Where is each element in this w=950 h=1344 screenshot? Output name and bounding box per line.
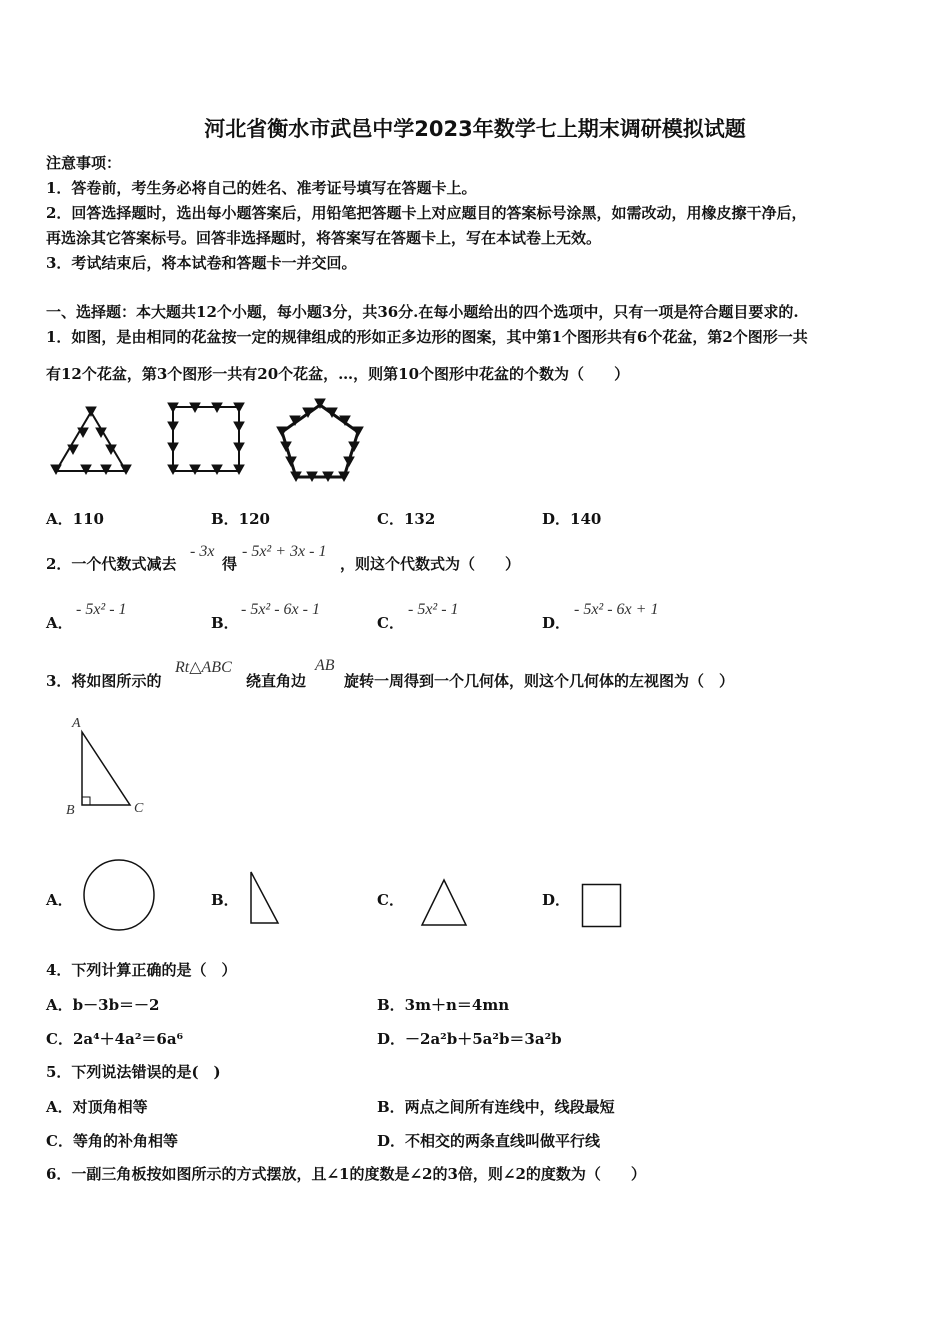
q3-option-b-label[interactable]: B．: [211, 891, 239, 909]
q2-option-d-expr: - 5x² - 6x + 1: [574, 601, 659, 618]
q2-option-c-expr: - 5x² - 1: [408, 601, 459, 618]
q2-stem-prefix: 2．一个代数式减去: [46, 555, 177, 573]
q2-option-d-label[interactable]: D．: [542, 614, 571, 632]
q5-option-b[interactable]: B．两点之间所有连线中，线段最短: [377, 1098, 615, 1116]
q5-option-d[interactable]: D．不相交的两条直线叫做平行线: [377, 1132, 601, 1150]
q3-stem-prefix: 3．将如图所示的: [46, 672, 162, 690]
q3-option-d-label[interactable]: D．: [542, 891, 571, 909]
notice-item-2-cont: 再选涂其它答案标号。回答非选择题时，将答案写在答题卡上，写在本试卷上无效。: [46, 229, 602, 247]
notice-item-3: 3．考试结束后，将本试卷和答题卡一并交回。: [46, 254, 357, 272]
q5-stem: 5．下列说法错误的是( ): [46, 1063, 221, 1081]
q3-stem-mid: 绕直角边: [246, 672, 307, 690]
q2-expr-subtracted: - 3x: [190, 543, 215, 560]
q3-label-a: A: [72, 716, 81, 731]
q3-option-c-label[interactable]: C．: [377, 891, 404, 909]
q1-stem-line2: 有12个花盆，第3个图形一共有20个花盆，…，则第10个图形中花盆的个数为（ ）: [46, 365, 630, 383]
q3-option-a-circle: [82, 858, 156, 932]
q1-option-d[interactable]: D．140: [542, 510, 602, 528]
q5-option-c[interactable]: C．等角的补角相等: [46, 1132, 178, 1150]
section-heading: 一、选择题：本大题共12个小题，每小题3分，共36分.在每小题给出的四个选项中，只有一项是符合题目要求的.: [46, 303, 799, 321]
notice-item-2: 2．回答选择题时，选出每小题答案后，用铅笔把答题卡上对应题目的答案标号涂黑，如需改动，用橡皮擦干净后，: [46, 204, 807, 222]
notice-item-1: 1．答卷前，考生务必将自己的姓名、准考证号填写在答题卡上。: [46, 179, 477, 197]
q2-stem-mid: 得: [222, 555, 238, 573]
page-title: 河北省衡水市武邑中学2023年数学七上期末调研模拟试题: [204, 117, 746, 141]
q4-option-a[interactable]: A．b－3b＝－2: [46, 996, 160, 1014]
q1-stem-line1: 1．如图，是由相同的花盆按一定的规律组成的形如正多边形的图案，其中第1个图形共有6个花盆，第2个图形一共: [46, 328, 808, 346]
q5-option-a[interactable]: A．对顶角相等: [46, 1098, 148, 1116]
q4-option-c[interactable]: C．2a⁴＋4a²＝6a⁶: [46, 1030, 184, 1048]
q1-option-a[interactable]: A．110: [46, 510, 104, 528]
q3-option-c-isosceles-triangle: [420, 878, 468, 928]
q2-option-a-label[interactable]: A．: [46, 614, 73, 632]
q2-expr-result: - 5x² + 3x - 1: [242, 543, 327, 560]
q3-stem-suffix: 旋转一周得到一个几何体，则这个几何体的左视图为（ ）: [344, 672, 735, 690]
q2-option-b-expr: - 5x² - 6x - 1: [241, 601, 320, 618]
q4-option-d[interactable]: D．－2a²b＋5a²b＝3a²b: [377, 1030, 562, 1048]
q1-option-c[interactable]: C．132: [377, 510, 436, 528]
q3-option-a-label[interactable]: A．: [46, 891, 73, 909]
q2-option-b-label[interactable]: B．: [211, 614, 239, 632]
q1-option-b[interactable]: B．120: [211, 510, 270, 528]
q3-label-b: B: [66, 803, 75, 818]
q4-option-b[interactable]: B．3m＋n＝4mn: [377, 996, 510, 1014]
q1-figure: [46, 395, 368, 490]
q4-stem: 4．下列计算正确的是（ ）: [46, 961, 237, 979]
q2-option-c-label[interactable]: C．: [377, 614, 404, 632]
q2-stem-suffix: ，则这个代数式为（ ）: [340, 555, 521, 573]
q3-expr-edge: AB: [315, 657, 335, 674]
q3-option-b-right-triangle: [248, 870, 282, 926]
q2-option-a-expr: - 5x² - 1: [76, 601, 127, 618]
notice-heading: 注意事项：: [46, 154, 122, 172]
q6-stem: 6．一副三角板按如图所示的方式摆放，且∠1的度数是∠2的3倍，则∠2的度数为（ ）: [46, 1165, 646, 1183]
q3-label-c: C: [134, 801, 144, 816]
q3-option-d-square: [581, 883, 623, 929]
q3-expr-triangle: Rt△ABC: [175, 659, 232, 676]
